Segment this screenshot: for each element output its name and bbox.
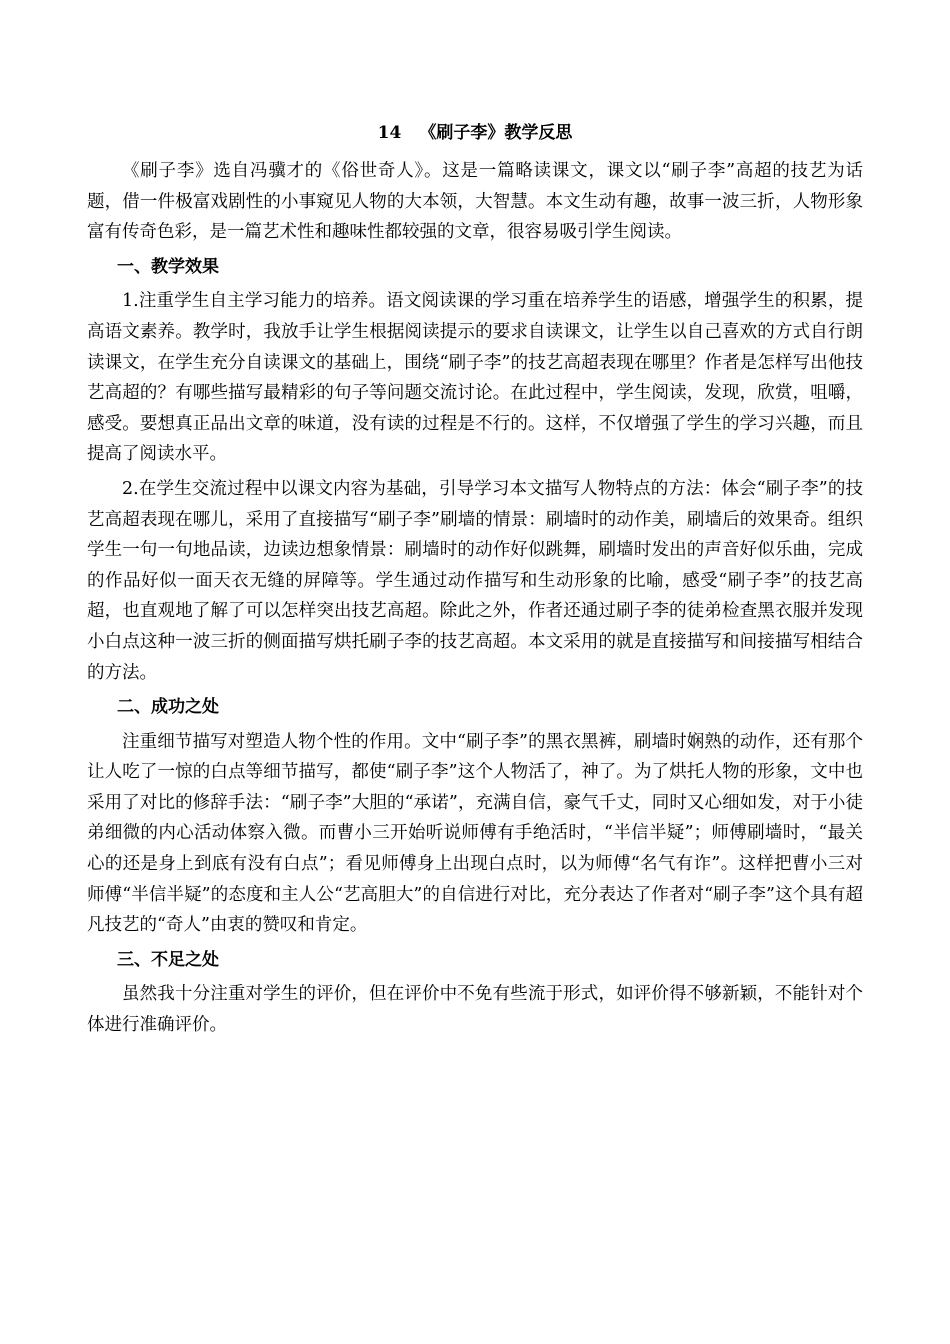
section2-paragraph-1: 注重细节描写对塑造人物个性的作用。文中“刷子李”的黑衣黑裤，刷墙时娴熟的动作，还有那个让人吃了一惊的白点等细节描写，都使“刷子李”这个人物活了，神了。为了烘托人物的形象，文中也采用了对比的修辞手法：“刷子李”大胆的“承诺”，充满自信，豪气千丈，同时又心细如发，对于小徒弟细微的内心活动体察入微。而曹小三开始听说师傅有手绝活时，“半信半疑”；师傅刷墙时，“最关心的还是身上到底有没有白点”；看见师傅身上出现白点时，以为师傅“名气有诈”。这样把曹小三对师傅“半信半疑”的态度和主人公“艺高胆大”的自信进行对比，充分表达了作者对“刷子李”这个具有超凡技艺的“奇人”由衷的赞叹和肯定。: [87, 731, 863, 936]
intro-paragraph: 《刷子李》选自冯骥才的《俗世奇人》。这是一篇略读课文，课文以“刷子李”高超的技艺为话题，借一件极富戏剧性的小事窥见人物的大本领，大智慧。本文生动有趣，故事一波三折，人物形象富有传奇色彩，是一篇艺术性和趣味性都较强的文章，很容易吸引学生阅读。: [87, 161, 863, 243]
document-page: [87, 118, 863, 1041]
section1-paragraph-1: 1.注重学生自主学习能力的培养。语文阅读课的学习重在培养学生的语感，增强学生的积累，提高语文素养。教学时，我放手让学生根据阅读提示的要求自读课文，让学生以自己喜欢的方式自行朗读课文，在学生充分自读课文的基础上，围绕“刷子李”的技艺高超表现在哪里？作者是怎样写出他技艺高超的？有哪些描写最精彩的句子等问题交流讨论。在此过程中，学生阅读，发现，欣赏，咀嚼，感受。要想真正品出文章的味道，没有读的过程是不行的。这样，不仅增强了学生的学习兴趣，而且提高了阅读水平。: [87, 291, 863, 465]
section3-paragraph-1: 虽然我十分注重对学生的评价，但在评价中不免有些流于形式，如评价得不够新颖，不能针对个体进行准确评价。: [87, 984, 863, 1036]
section-heading-teaching-effect: 一、教学效果: [117, 256, 219, 277]
title-text: 《刷子李》教学反思: [419, 123, 573, 143]
section1-paragraph-2: 2.在学生交流过程中以课文内容为基础，引导学习本文描写人物特点的方法：体会“刷子李”的技艺高超表现在哪儿，采用了直接描写“刷子李”刷墙的情景：刷墙时的动作美，刷墙后的效果奇。组织学生一句一句地品读，边读边想象情景：刷墙时的动作好似跳舞，刷墙时发出的声音好似乐曲，完成的作品好似一面天衣无缝的屏障等。学生通过动作描写和生动形象的比喻，感受“刷子李”的技艺高超，也直观地了解了可以怎样突出技艺高超。除此之外，作者还通过刷子李的徒弟检查黑衣服并发现小白点这种一波三折的侧面描写烘托刷子李的技艺高超。本文采用的就是直接描写和间接描写相结合的方法。: [87, 478, 863, 683]
section-heading-shortcomings: 三、不足之处: [117, 949, 219, 970]
title-number: 14: [377, 123, 402, 143]
page-title: [87, 118, 863, 148]
section-heading-success: 二、成功之处: [117, 697, 219, 718]
